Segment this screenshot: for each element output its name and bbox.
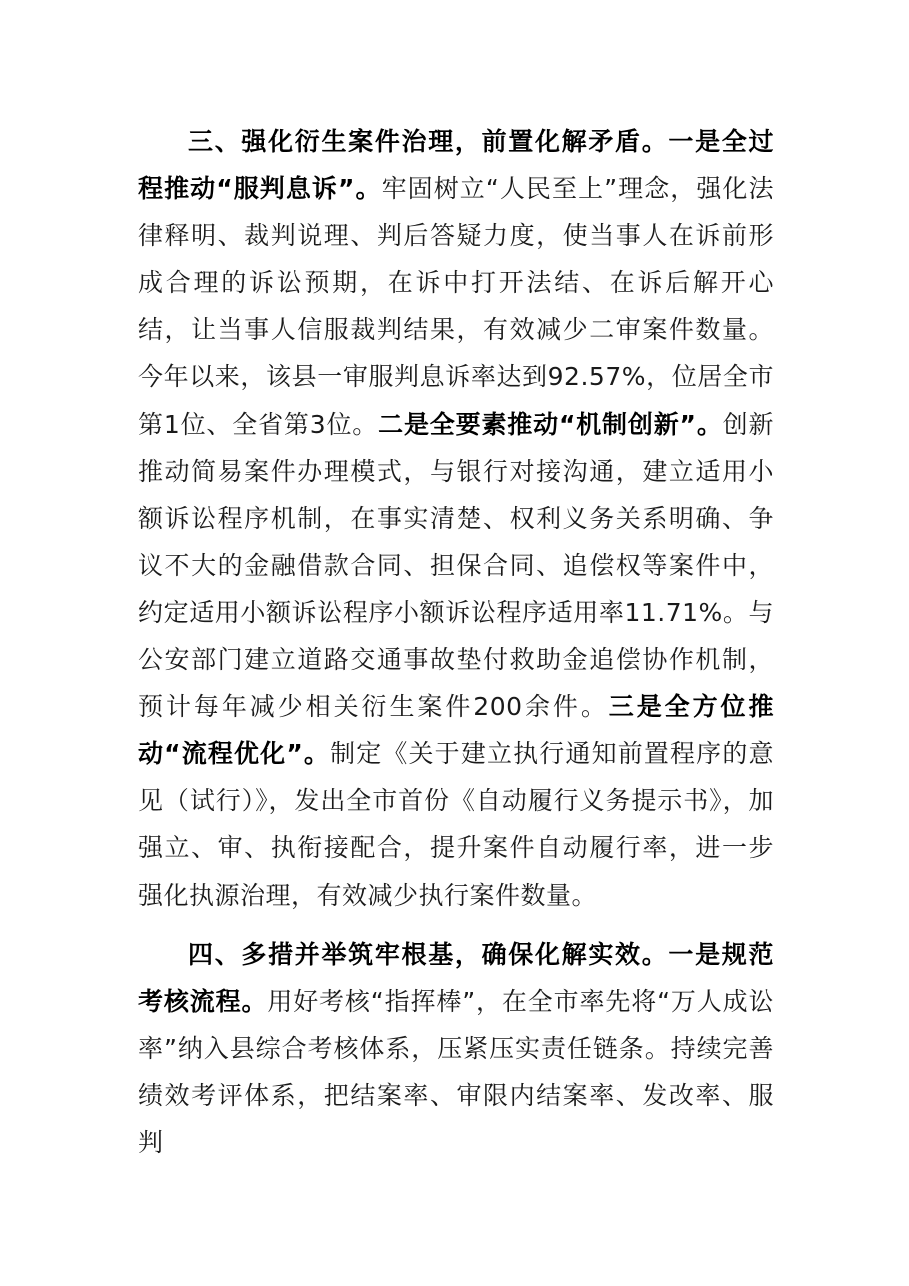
section-four-heading: 四、多措并举筑牢根基，确保化解实效。一是规范考核流程。 xyxy=(138,939,774,1016)
section-three-point-two-heading: 二是全要素推动“机制创新”。 xyxy=(378,409,723,439)
section-three-point-three-text: 制定《关于建立执行通知前置程序的意见（试行）》，发出全市首份《自动履行义务提示书》，加强立、审、执衔接配合，提升案件自动履行率，进一步强化执源治理，有效减少执行案件数量。 xyxy=(138,739,774,910)
paragraph-section-four xyxy=(138,931,774,1166)
section-three-point-three-heading: 三是全方位推动“流程优化”。 xyxy=(138,692,774,769)
section-three-heading: 三、强化衍生案件治理，前置化解矛盾。一是全过程推动“服判息诉”。 xyxy=(138,127,774,204)
paragraph-section-three xyxy=(138,118,774,919)
section-three-point-two-text: 创新推动简易案件办理模式，与银行对接沟通，建立适用小额诉讼程序机制，在事实清楚、权利义务关系明确、争议不大的金融借款合同、担保合同、追偿权等案件中，约定适用小额诉讼程序小额诉讼程序适用率11.71%。与公安部门建立道路交通事故垫付救助金追偿协作机制，预计每年减少相关衍生案件200余件。 xyxy=(138,409,774,722)
document-body xyxy=(138,118,774,1166)
section-three-point-one-text: 牢固树立“人民至上”理念，强化法律释明、裁判说理、判后答疑力度，使当事人在诉前形成合理的诉讼预期，在诉中打开法结、在诉后解开心结，让当事人信服裁判结果，有效减少二审案件数量。今年以来，该县一审服判息诉率达到92.57%，位居全市第1位、全省第3位。 xyxy=(138,174,774,439)
section-four-point-one-text: 用好考核“指挥棒”，在全市率先将“万人成讼率”纳入县综合考核体系，压紧压实责任链条。持续完善绩效考评体系，把结案率、审限内结案率、发改率、服判 xyxy=(138,986,774,1157)
